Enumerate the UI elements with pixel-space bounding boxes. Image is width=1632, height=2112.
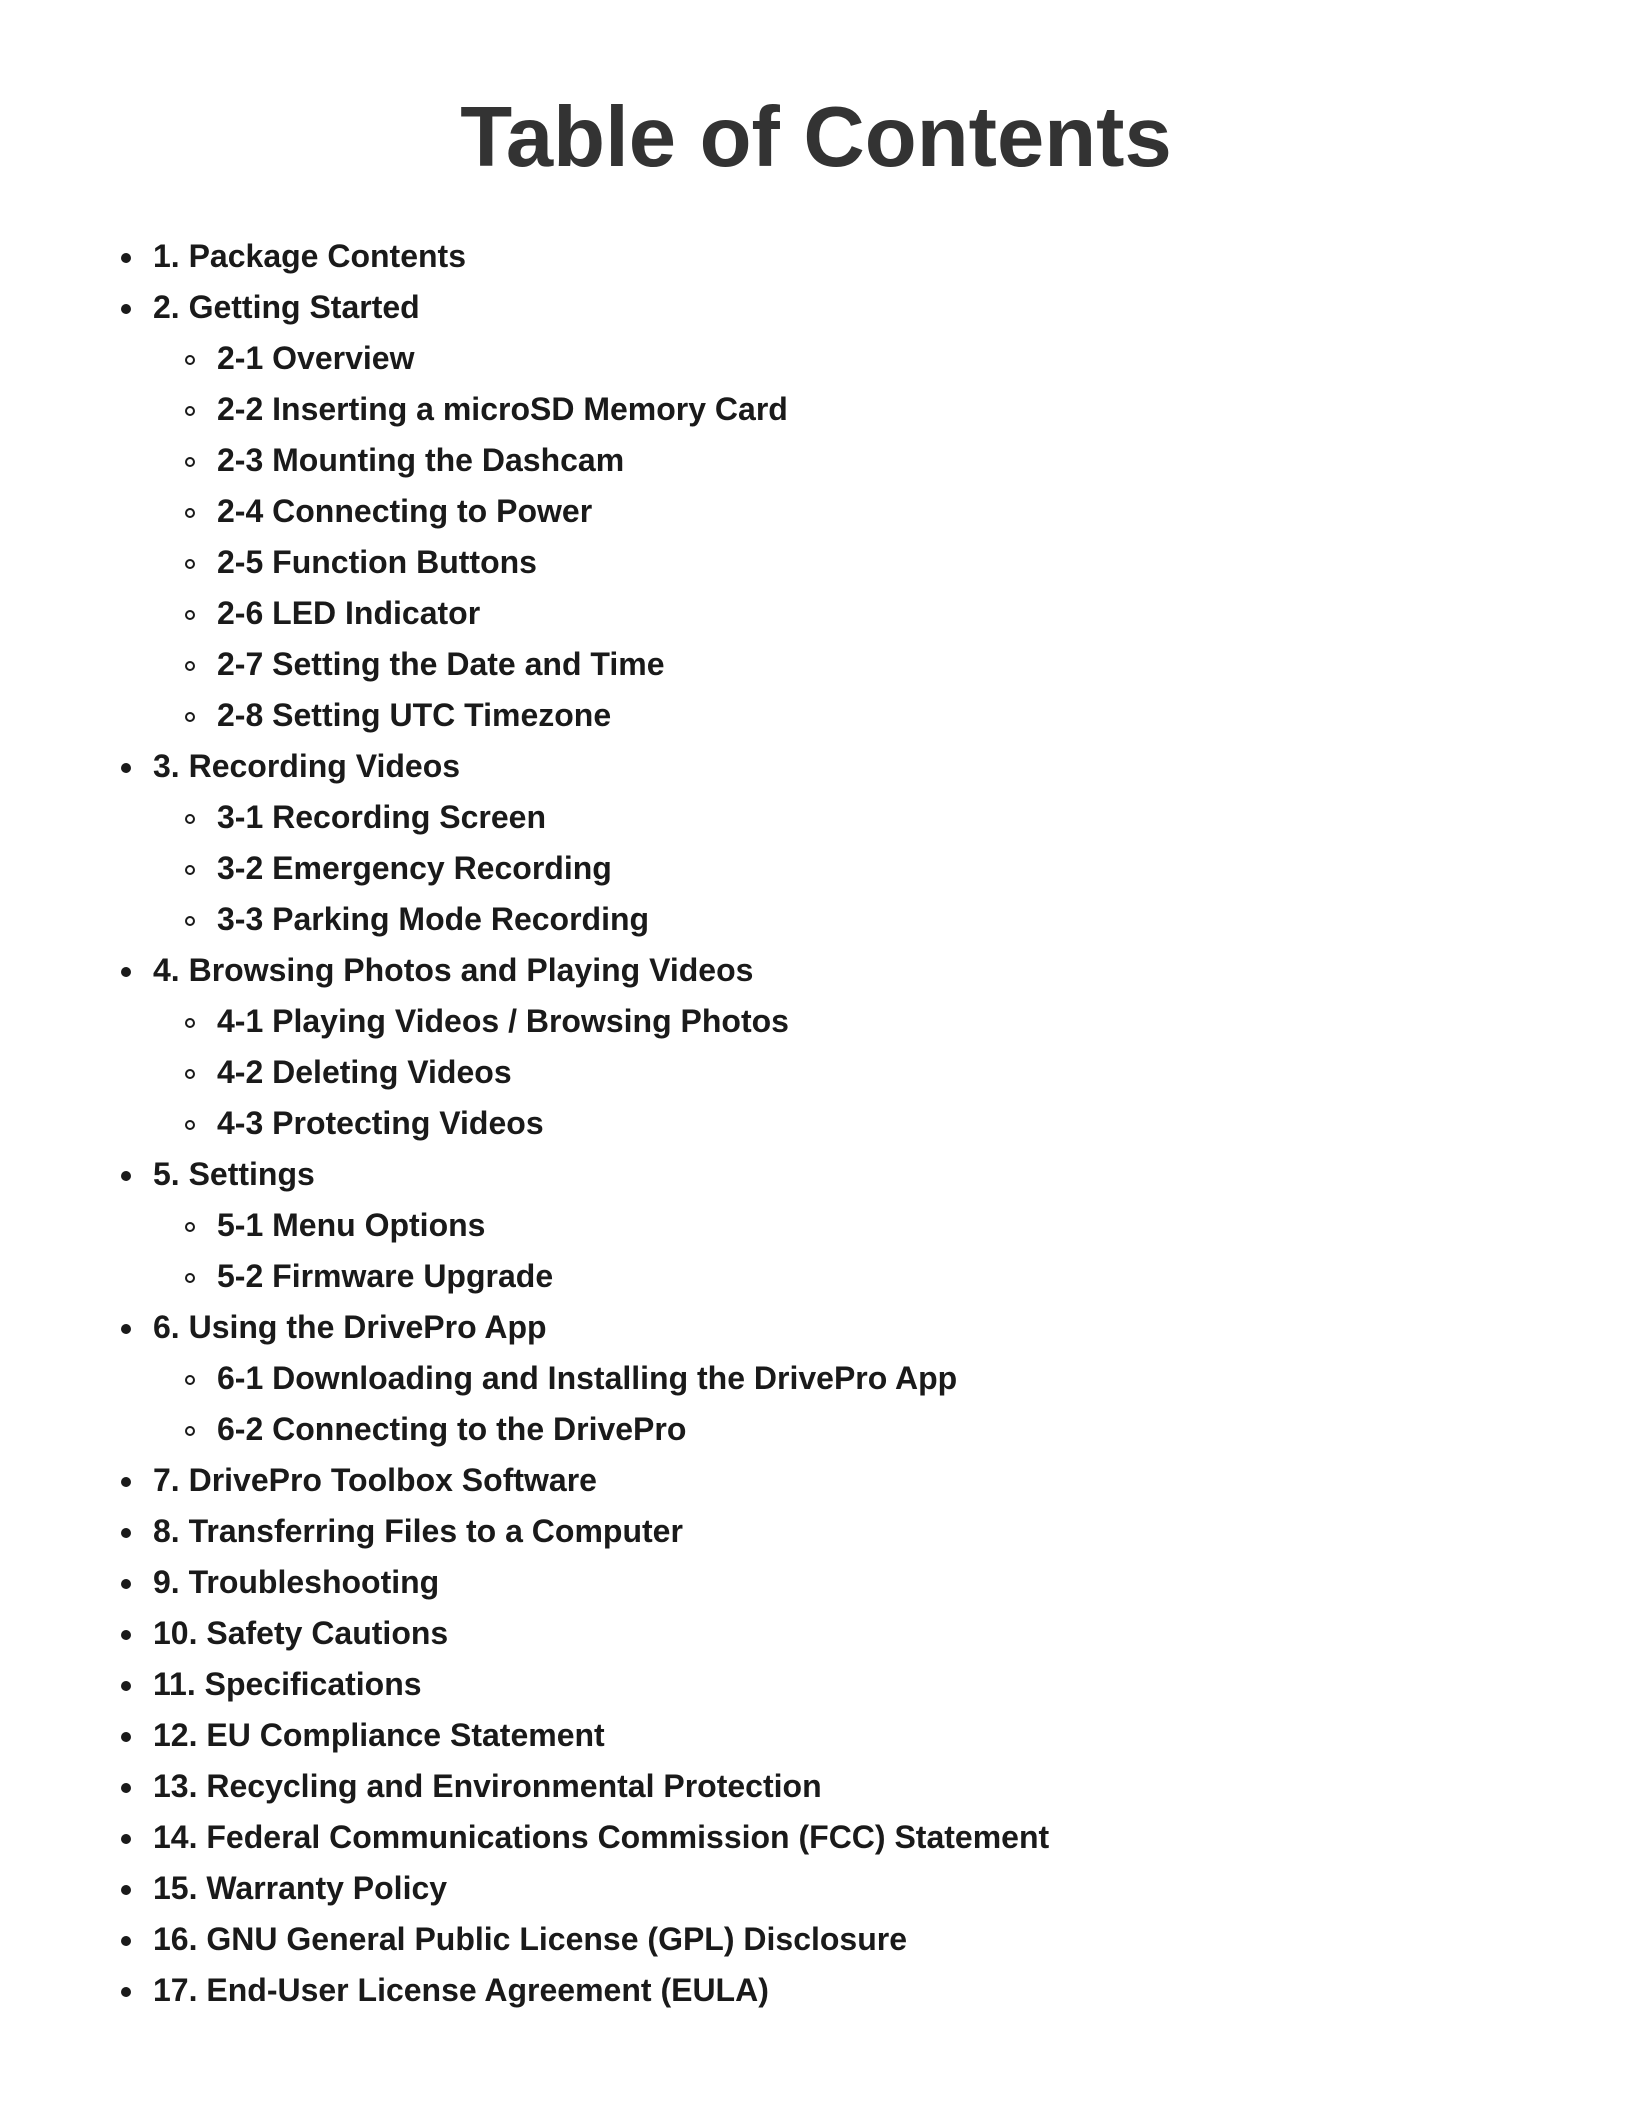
toc-subsection-entry[interactable]: [0, 333, 1632, 384]
toc-section-entry[interactable]: [0, 1965, 1632, 2016]
toc-entry-label: 12. EU Compliance Statement: [153, 1717, 605, 1753]
filled-bullet-icon: [121, 1885, 131, 1895]
toc-entry-label: 2-6 LED Indicator: [217, 595, 481, 631]
filled-bullet-icon: [121, 1987, 131, 1997]
toc-entry-label: 3-3 Parking Mode Recording: [217, 901, 650, 937]
toc-section-entry[interactable]: [0, 231, 1632, 282]
toc-section-entry[interactable]: [0, 1506, 1632, 1557]
filled-bullet-icon: [121, 763, 131, 773]
toc-section-entry[interactable]: [0, 1557, 1632, 1608]
toc-subsection-entry[interactable]: [0, 1098, 1632, 1149]
toc-entry-label: 3. Recording Videos: [153, 748, 461, 784]
toc-subsection-entry[interactable]: [0, 1404, 1632, 1455]
hollow-bullet-icon: [185, 610, 195, 620]
filled-bullet-icon: [121, 253, 131, 263]
toc-subsection-entry[interactable]: [0, 435, 1632, 486]
toc-section-entry[interactable]: [0, 945, 1632, 996]
toc-entry-label: 4-2 Deleting Videos: [217, 1054, 512, 1090]
hollow-bullet-icon: [185, 508, 195, 518]
toc-entry-label: 4-3 Protecting Videos: [217, 1105, 544, 1141]
toc-section-entry[interactable]: [0, 1149, 1632, 1200]
filled-bullet-icon: [121, 1936, 131, 1946]
toc-entry-label: 13. Recycling and Environmental Protection: [153, 1768, 822, 1804]
toc-section-entry[interactable]: [0, 1812, 1632, 1863]
toc-entry-label: 5-2 Firmware Upgrade: [217, 1258, 554, 1294]
hollow-bullet-icon: [185, 661, 195, 671]
toc-section-entry[interactable]: [0, 1455, 1632, 1506]
toc-entry-label: 7. DrivePro Toolbox Software: [153, 1462, 597, 1498]
toc-entry-label: 2-1 Overview: [217, 340, 415, 376]
toc-entry-label: 2-7 Setting the Date and Time: [217, 646, 665, 682]
toc-subsection-entry[interactable]: [0, 690, 1632, 741]
hollow-bullet-icon: [185, 1120, 195, 1130]
toc-entry-label: 3-1 Recording Screen: [217, 799, 546, 835]
filled-bullet-icon: [121, 1528, 131, 1538]
filled-bullet-icon: [121, 1783, 131, 1793]
toc-subsection-entry[interactable]: [0, 1047, 1632, 1098]
hollow-bullet-icon: [185, 916, 195, 926]
toc-section-entry[interactable]: [0, 1710, 1632, 1761]
hollow-bullet-icon: [185, 406, 195, 416]
toc-entry-label: 10. Safety Cautions: [153, 1615, 449, 1651]
toc-section-entry[interactable]: [0, 1863, 1632, 1914]
toc-entry-label: 16. GNU General Public License (GPL) Disclosure: [153, 1921, 908, 1957]
hollow-bullet-icon: [185, 355, 195, 365]
toc-section-entry[interactable]: [0, 1914, 1632, 1965]
filled-bullet-icon: [121, 1834, 131, 1844]
toc-subsection-entry[interactable]: [0, 843, 1632, 894]
toc-subsection-entry[interactable]: [0, 996, 1632, 1047]
toc-entry-label: 5-1 Menu Options: [217, 1207, 486, 1243]
filled-bullet-icon: [121, 1477, 131, 1487]
toc-entry-label: 4-1 Playing Videos / Browsing Photos: [217, 1003, 789, 1039]
filled-bullet-icon: [121, 1732, 131, 1742]
toc-section-entry[interactable]: [0, 1302, 1632, 1353]
filled-bullet-icon: [121, 1681, 131, 1691]
toc-section-entry[interactable]: [0, 1659, 1632, 1710]
toc-subsection-entry[interactable]: [0, 486, 1632, 537]
toc-entry-label: 2. Getting Started: [153, 289, 420, 325]
toc-section-entry[interactable]: [0, 1608, 1632, 1659]
toc-subsection-entry[interactable]: [0, 792, 1632, 843]
toc-entry-label: 2-8 Setting UTC Timezone: [217, 697, 612, 733]
toc-subsection-entry[interactable]: [0, 894, 1632, 945]
toc-entry-label: 2-5 Function Buttons: [217, 544, 537, 580]
hollow-bullet-icon: [185, 559, 195, 569]
toc-subsection-entry[interactable]: [0, 537, 1632, 588]
toc-entry-label: 11. Specifications: [153, 1666, 422, 1702]
toc-subsection-entry[interactable]: [0, 588, 1632, 639]
filled-bullet-icon: [121, 967, 131, 977]
toc-entry-label: 9. Troubleshooting: [153, 1564, 440, 1600]
filled-bullet-icon: [121, 1324, 131, 1334]
hollow-bullet-icon: [185, 1375, 195, 1385]
toc-entry-label: 15. Warranty Policy: [153, 1870, 448, 1906]
hollow-bullet-icon: [185, 1222, 195, 1232]
toc-entry-label: 6-1 Downloading and Installing the DrivePro App: [217, 1360, 958, 1396]
toc-entry-label: 2-2 Inserting a microSD Memory Card: [217, 391, 788, 427]
hollow-bullet-icon: [185, 814, 195, 824]
toc-entry-label: 5. Settings: [153, 1156, 315, 1192]
hollow-bullet-icon: [185, 1273, 195, 1283]
toc-entry-label: 2-4 Connecting to Power: [217, 493, 593, 529]
filled-bullet-icon: [121, 304, 131, 314]
hollow-bullet-icon: [185, 712, 195, 722]
hollow-bullet-icon: [185, 1426, 195, 1436]
toc-entry-label: 4. Browsing Photos and Playing Videos: [153, 952, 754, 988]
toc-section-entry[interactable]: [0, 1761, 1632, 1812]
toc-entry-label: 3-2 Emergency Recording: [217, 850, 612, 886]
filled-bullet-icon: [121, 1171, 131, 1181]
hollow-bullet-icon: [185, 1069, 195, 1079]
hollow-bullet-icon: [185, 865, 195, 875]
hollow-bullet-icon: [185, 1018, 195, 1028]
toc-section-entry[interactable]: [0, 741, 1632, 792]
toc-entry-label: 14. Federal Communications Commission (FCC) Statement: [153, 1819, 1050, 1855]
filled-bullet-icon: [121, 1630, 131, 1640]
table-of-contents: [0, 231, 1632, 2016]
toc-subsection-entry[interactable]: [0, 1200, 1632, 1251]
toc-section-entry[interactable]: [0, 282, 1632, 333]
toc-entry-label: 6-2 Connecting to the DrivePro: [217, 1411, 687, 1447]
toc-entry-label: 8. Transferring Files to a Computer: [153, 1513, 683, 1549]
toc-entry-label: 6. Using the DrivePro App: [153, 1309, 547, 1345]
toc-entry-label: 2-3 Mounting the Dashcam: [217, 442, 625, 478]
toc-entry-label: 17. End-User License Agreement (EULA): [153, 1972, 769, 2008]
hollow-bullet-icon: [185, 457, 195, 467]
toc-subsection-entry[interactable]: [0, 1353, 1632, 1404]
toc-subsection-entry[interactable]: [0, 639, 1632, 690]
toc-subsection-entry[interactable]: [0, 1251, 1632, 1302]
filled-bullet-icon: [121, 1579, 131, 1589]
toc-entry-label: 1. Package Contents: [153, 238, 466, 274]
toc-subsection-entry[interactable]: [0, 384, 1632, 435]
page-title: Table of Contents: [460, 90, 1172, 185]
